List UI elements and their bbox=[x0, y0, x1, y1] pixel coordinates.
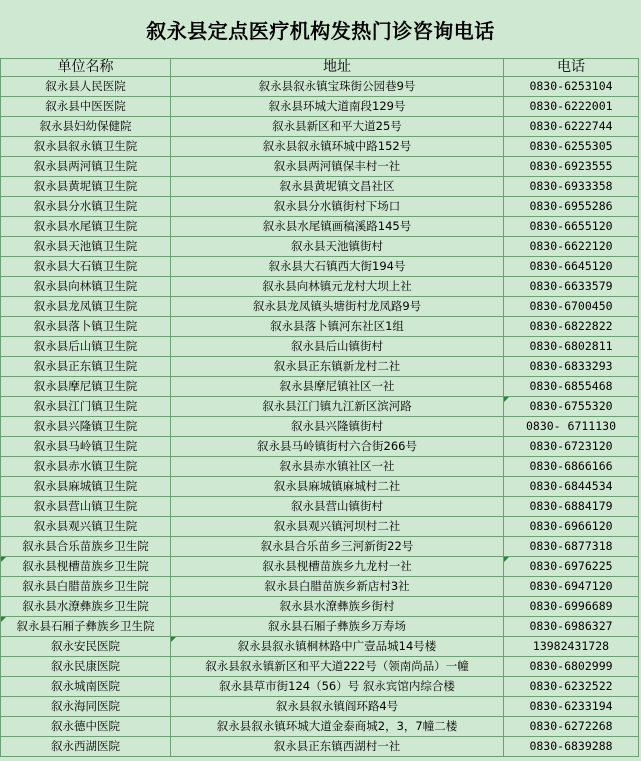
cell-phone[interactable]: 0830-6645120 bbox=[504, 257, 639, 277]
cell-phone[interactable]: 0830-6222744 bbox=[504, 117, 639, 137]
cell-name[interactable]: 叙永县枧槽苗族乡卫生院 bbox=[1, 557, 171, 577]
cell-address[interactable]: 叙永县正东镇西湖村一社 bbox=[171, 737, 504, 757]
cell-name[interactable]: 叙永县兴隆镇卫生院 bbox=[1, 417, 171, 437]
cell-name[interactable]: 叙永县石厢子彝族乡卫生院 bbox=[1, 617, 171, 637]
cell-address[interactable]: 叙永县向林镇元龙村大坝上社 bbox=[171, 277, 504, 297]
table-row bbox=[1, 597, 639, 617]
cell-name[interactable]: 叙永县叙永镇卫生院 bbox=[1, 137, 171, 157]
cell-address[interactable]: 叙永县叙永镇宝珠街公园巷9号 bbox=[171, 77, 504, 97]
cell-address[interactable]: 叙永县合乐苗乡三河新街22号 bbox=[171, 537, 504, 557]
cell-address[interactable]: 叙永县天池镇街村 bbox=[171, 237, 504, 257]
cell-address[interactable]: 叙永县环城大道南段129号 bbox=[171, 97, 504, 117]
cell-phone[interactable]: 0830-6802999 bbox=[504, 657, 639, 677]
cell-name[interactable]: 叙永县马岭镇卫生院 bbox=[1, 437, 171, 457]
cell-phone[interactable]: 0830-6655120 bbox=[504, 217, 639, 237]
cell-name[interactable]: 叙永海同医院 bbox=[1, 697, 171, 717]
cell-phone[interactable]: 0830-6253104 bbox=[504, 77, 639, 97]
table-row bbox=[1, 717, 639, 737]
cell-phone[interactable]: 0830-6976225 bbox=[504, 557, 639, 577]
cell-address[interactable]: 叙永县马岭镇街村六合街266号 bbox=[171, 437, 504, 457]
cell-phone[interactable]: 0830- 6711130 bbox=[504, 417, 639, 437]
cell-name[interactable]: 叙永县水尾镇卫生院 bbox=[1, 217, 171, 237]
cell-name[interactable]: 叙永县营山镇卫生院 bbox=[1, 497, 171, 517]
cell-name[interactable]: 叙永民康医院 bbox=[1, 657, 171, 677]
cell-phone[interactable]: 0830-6700450 bbox=[504, 297, 639, 317]
cell-phone[interactable]: 0830-6923555 bbox=[504, 157, 639, 177]
table-row bbox=[1, 177, 639, 197]
cell-address[interactable]: 叙永县落卜镇河东社区1组 bbox=[171, 317, 504, 337]
cell-address[interactable]: 叙永县水潦彝族乡街村 bbox=[171, 597, 504, 617]
cell-phone[interactable]: 0830-6844534 bbox=[504, 477, 639, 497]
cell-name[interactable]: 叙永安民医院 bbox=[1, 637, 171, 657]
table-row bbox=[1, 137, 639, 157]
cell-name[interactable]: 叙永德中医院 bbox=[1, 717, 171, 737]
cell-address[interactable]: 叙永县大石镇西大街194号 bbox=[171, 257, 504, 277]
column-header-phone[interactable]: 电话 bbox=[504, 59, 639, 77]
cell-name[interactable]: 叙永县水潦彝族乡卫生院 bbox=[1, 597, 171, 617]
cell-name[interactable]: 叙永县大石镇卫生院 bbox=[1, 257, 171, 277]
cell-phone[interactable]: 0830-6802811 bbox=[504, 337, 639, 357]
cell-address[interactable]: 叙永县观兴镇河坝村二社 bbox=[171, 517, 504, 537]
cell-address[interactable]: 叙永县两河镇保丰村一社 bbox=[171, 157, 504, 177]
cell-name[interactable]: 叙永城南医院 bbox=[1, 677, 171, 697]
cell-phone[interactable]: 0830-6933358 bbox=[504, 177, 639, 197]
cell-phone[interactable]: 13982431728 bbox=[504, 637, 639, 657]
cell-address[interactable]: 叙永县麻城镇麻城村二社 bbox=[171, 477, 504, 497]
cell-phone[interactable]: 0830-6272268 bbox=[504, 717, 639, 737]
cell-phone[interactable]: 0830-6986327 bbox=[504, 617, 639, 637]
cell-address[interactable]: 叙永县叙永镇桐林路中广壹品城14号楼 bbox=[171, 637, 504, 657]
table-row bbox=[1, 537, 639, 557]
column-header-address[interactable]: 地址 bbox=[171, 59, 504, 77]
cell-address[interactable]: 叙永县新区和平大道25号 bbox=[171, 117, 504, 137]
table-row bbox=[1, 677, 639, 697]
cell-address[interactable]: 叙永县兴隆镇街村 bbox=[171, 417, 504, 437]
cell-name[interactable]: 叙永县落卜镇卫生院 bbox=[1, 317, 171, 337]
cell-phone[interactable]: 0830-6833293 bbox=[504, 357, 639, 377]
cell-address[interactable]: 叙永县水尾镇画稿溪路145号 bbox=[171, 217, 504, 237]
cell-phone[interactable]: 0830-6622120 bbox=[504, 237, 639, 257]
table-row bbox=[1, 557, 639, 577]
table-row bbox=[1, 257, 639, 277]
table-row bbox=[1, 77, 639, 97]
table-row bbox=[1, 457, 639, 477]
cell-name[interactable]: 叙永县龙凤镇卫生院 bbox=[1, 297, 171, 317]
cell-address[interactable]: 叙永县草市街124（56）号 叙永宾馆内综合楼 bbox=[171, 677, 504, 697]
table-row bbox=[1, 337, 639, 357]
cell-phone[interactable]: 0830-6822822 bbox=[504, 317, 639, 337]
table-row bbox=[1, 577, 639, 597]
cell-phone[interactable]: 0830-6633579 bbox=[504, 277, 639, 297]
table-row bbox=[1, 277, 639, 297]
header-row bbox=[1, 59, 639, 77]
cell-address[interactable]: 叙永县摩尼镇社区一社 bbox=[171, 377, 504, 397]
cell-address[interactable]: 叙永县后山镇街村 bbox=[171, 337, 504, 357]
cell-phone[interactable]: 0830-6877318 bbox=[504, 537, 639, 557]
cell-phone[interactable]: 0830-6947120 bbox=[504, 577, 639, 597]
cell-address[interactable]: 叙永县叙永镇新区和平大道222号（领南尚品）一幢 bbox=[171, 657, 504, 677]
cell-phone[interactable]: 0830-6996689 bbox=[504, 597, 639, 617]
cell-address[interactable]: 叙永县叙永镇阎环路4号 bbox=[171, 697, 504, 717]
cell-name[interactable]: 叙永县后山镇卫生院 bbox=[1, 337, 171, 357]
table-row bbox=[1, 657, 639, 677]
cell-address[interactable]: 叙永县黄坭镇文昌社区 bbox=[171, 177, 504, 197]
hospital-table bbox=[0, 58, 639, 757]
cell-address[interactable]: 叙永县枧槽苗族乡九龙村一社 bbox=[171, 557, 504, 577]
cell-name[interactable]: 叙永县妇幼保健院 bbox=[1, 117, 171, 137]
cell-name[interactable]: 叙永县天池镇卫生院 bbox=[1, 237, 171, 257]
cell-phone[interactable]: 0830-6855468 bbox=[504, 377, 639, 397]
cell-name[interactable]: 叙永县两河镇卫生院 bbox=[1, 157, 171, 177]
cell-phone[interactable]: 0830-6222001 bbox=[504, 97, 639, 117]
cell-address[interactable]: 叙永县赤水镇社区一社 bbox=[171, 457, 504, 477]
cell-phone[interactable]: 0830-6255305 bbox=[504, 137, 639, 157]
table-row bbox=[1, 497, 639, 517]
cell-phone[interactable]: 0830-6723120 bbox=[504, 437, 639, 457]
table-row bbox=[1, 637, 639, 657]
page-title: 叙永县定点医疗机构发热门诊咨询电话 bbox=[146, 18, 495, 43]
table-row bbox=[1, 217, 639, 237]
cell-name[interactable]: 叙永县中医医院 bbox=[1, 97, 171, 117]
table-row bbox=[1, 157, 639, 177]
cell-name[interactable]: 叙永县观兴镇卫生院 bbox=[1, 517, 171, 537]
table-row bbox=[1, 357, 639, 377]
table-row bbox=[1, 297, 639, 317]
cell-phone[interactable]: 0830-6955286 bbox=[504, 197, 639, 217]
table-row bbox=[1, 377, 639, 397]
table-row bbox=[1, 97, 639, 117]
cell-phone[interactable]: 0830-6966120 bbox=[504, 517, 639, 537]
cell-address[interactable]: 叙永县叙永镇环城中路152号 bbox=[171, 137, 504, 157]
cell-phone[interactable]: 0830-6884179 bbox=[504, 497, 639, 517]
cell-name[interactable]: 叙永县江门镇卫生院 bbox=[1, 397, 171, 417]
cell-phone[interactable]: 0830-6839288 bbox=[504, 737, 639, 757]
cell-phone[interactable]: 0830-6232522 bbox=[504, 677, 639, 697]
table-row bbox=[1, 737, 639, 757]
table-row bbox=[1, 397, 639, 417]
cell-address[interactable]: 叙永县石厢子彝族乡万寿场 bbox=[171, 617, 504, 637]
cell-name[interactable]: 叙永县分水镇卫生院 bbox=[1, 197, 171, 217]
cell-name[interactable]: 叙永县正东镇卫生院 bbox=[1, 357, 171, 377]
table-row bbox=[1, 237, 639, 257]
table-row bbox=[1, 697, 639, 717]
table-row bbox=[1, 517, 639, 537]
cell-phone[interactable]: 0830-6866166 bbox=[504, 457, 639, 477]
table-row bbox=[1, 417, 639, 437]
cell-address[interactable]: 叙永县白腊苗族乡新店村3社 bbox=[171, 577, 504, 597]
cell-address[interactable]: 叙永县江门镇九江新区滨河路 bbox=[171, 397, 504, 417]
column-header-name[interactable]: 单位名称 bbox=[1, 59, 171, 77]
cell-phone[interactable]: 0830-6233194 bbox=[504, 697, 639, 717]
table-row bbox=[1, 617, 639, 637]
cell-name[interactable]: 叙永县赤水镇卫生院 bbox=[1, 457, 171, 477]
table-row bbox=[1, 117, 639, 137]
cell-address[interactable]: 叙永县分水镇街村下场口 bbox=[171, 197, 504, 217]
table-row bbox=[1, 317, 639, 337]
cell-name[interactable]: 叙永县麻城镇卫生院 bbox=[1, 477, 171, 497]
cell-phone[interactable]: 0830-6755320 bbox=[504, 397, 639, 417]
cell-name[interactable]: 叙永县黄坭镇卫生院 bbox=[1, 177, 171, 197]
cell-name[interactable]: 叙永县合乐苗族乡卫生院 bbox=[1, 537, 171, 557]
cell-name[interactable]: 叙永县人民医院 bbox=[1, 77, 171, 97]
table-row bbox=[1, 437, 639, 457]
cell-name[interactable]: 叙永县白腊苗族乡卫生院 bbox=[1, 577, 171, 597]
cell-address[interactable]: 叙永县叙永镇环城大道金泰商城2，3，7幢二楼 bbox=[171, 717, 504, 737]
cell-address[interactable]: 叙永县营山镇街村 bbox=[171, 497, 504, 517]
cell-name[interactable]: 叙永县摩尼镇卫生院 bbox=[1, 377, 171, 397]
cell-name[interactable]: 叙永西湖医院 bbox=[1, 737, 171, 757]
table-row bbox=[1, 197, 639, 217]
cell-address[interactable]: 叙永县龙凤镇头塘街村龙凤路9号 bbox=[171, 297, 504, 317]
cell-name[interactable]: 叙永县向林镇卫生院 bbox=[1, 277, 171, 297]
cell-address[interactable]: 叙永县正东镇新龙村二社 bbox=[171, 357, 504, 377]
table-row bbox=[1, 477, 639, 497]
